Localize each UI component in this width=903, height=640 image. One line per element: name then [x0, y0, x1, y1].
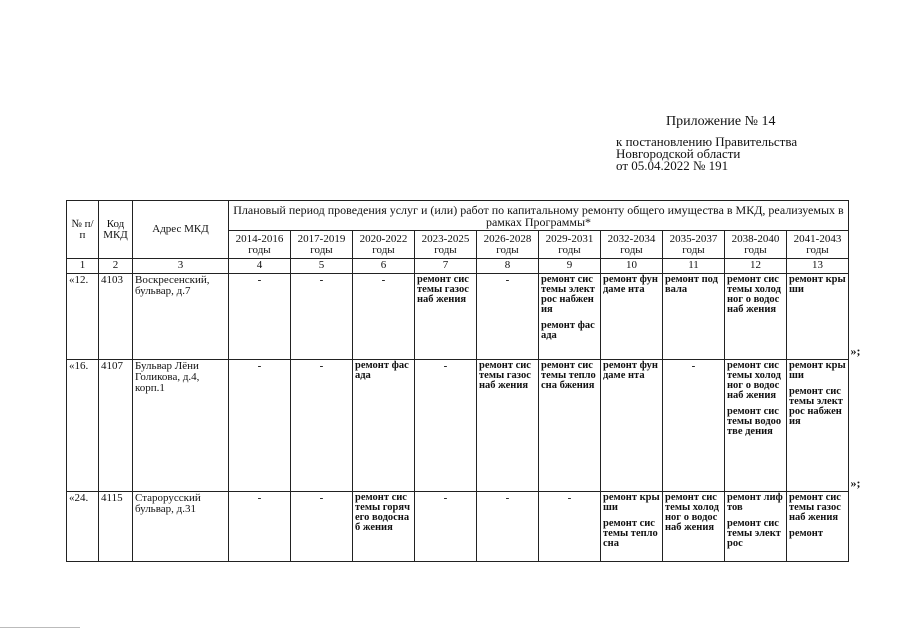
- work-cell: [415, 274, 477, 360]
- work-item: ремонт фундаме нта: [603, 360, 658, 381]
- work-cell: [539, 274, 601, 360]
- no-work-dash: -: [381, 274, 386, 286]
- work-cell: [787, 360, 849, 492]
- work-cell: [291, 274, 353, 360]
- column-number: 12: [725, 259, 787, 274]
- work-item: ремонт крыши: [603, 492, 660, 513]
- period-header: 2032-2034 годы: [601, 231, 663, 259]
- work-cell: [291, 360, 353, 492]
- work-item: ремонт крыши: [789, 274, 846, 295]
- work-cell: [415, 360, 477, 492]
- work-cell: [663, 492, 725, 562]
- row-number: «16.: [67, 360, 99, 492]
- table-row: [67, 360, 849, 492]
- work-item: ремонт крыши: [789, 360, 846, 381]
- no-work-dash: -: [443, 360, 448, 372]
- row-closing-quote: »;: [850, 343, 861, 358]
- column-number: 6: [353, 259, 415, 274]
- period-header: 2017-2019 годы: [291, 231, 353, 259]
- column-number: 2: [99, 259, 133, 274]
- work-cell: [601, 360, 663, 492]
- work-item: ремонт системы теплосна: [603, 518, 658, 549]
- work-cell: [725, 492, 787, 562]
- work-cell: [415, 492, 477, 562]
- header-address: Адрес МКД: [133, 201, 229, 259]
- column-number: 13: [787, 259, 849, 274]
- work-cell: [353, 492, 415, 562]
- repair-plan-table: [66, 200, 849, 562]
- header-plan-period: Плановый период проведения услуг и (или) работ по капитальному ремонту общего имущества в МКД, реализуемых в рамках Программы*: [229, 201, 849, 231]
- work-item: ремонт фасада: [355, 360, 409, 381]
- header-num: № п/п: [67, 201, 99, 259]
- column-number: 3: [133, 259, 229, 274]
- building-address: Бульвар Лёни Голикова, д.4, корп.1: [133, 360, 229, 492]
- work-cell: [787, 492, 849, 562]
- work-item: ремонт лифтов: [727, 492, 783, 513]
- work-item: ремонт системы электрос набжения: [541, 274, 595, 315]
- period-header: 2041-2043 годы: [787, 231, 849, 259]
- building-code: 4107: [99, 360, 133, 492]
- row-closing-quote: »;: [850, 475, 861, 490]
- work-cell: [353, 360, 415, 492]
- work-cell: [725, 274, 787, 360]
- building-address: Воскресенский, бульвар, д.7: [133, 274, 229, 360]
- work-cell: [229, 274, 291, 360]
- row-number: «12.: [67, 274, 99, 360]
- period-header: 2014-2016 годы: [229, 231, 291, 259]
- work-cell: [787, 274, 849, 360]
- column-number: 5: [291, 259, 353, 274]
- building-code: 4115: [99, 492, 133, 562]
- no-work-dash: -: [567, 492, 572, 504]
- resolution-line: к постановлению Правительства: [616, 134, 798, 149]
- work-cell: [725, 360, 787, 492]
- building-code: 4103: [99, 274, 133, 360]
- column-number: 9: [539, 259, 601, 274]
- date-line: от 05.04.2022 № 191: [616, 158, 729, 173]
- header-code: Код МКД: [99, 201, 133, 259]
- work-item: ремонт системы горячего водоснаб жения: [355, 492, 410, 533]
- no-work-dash: -: [443, 492, 448, 504]
- column-number: 7: [415, 259, 477, 274]
- no-work-dash: -: [505, 274, 510, 286]
- no-work-dash: -: [319, 274, 324, 286]
- work-cell: [601, 274, 663, 360]
- work-item: ремонт системы газоснаб жения: [789, 492, 841, 523]
- no-work-dash: -: [257, 360, 262, 372]
- work-cell: [539, 360, 601, 492]
- work-cell: [229, 492, 291, 562]
- work-item: ремонт фундаме нта: [603, 274, 658, 295]
- work-item: ремонт системы холодног о водоснаб жения: [665, 492, 719, 533]
- work-item: ремонт системы водоотве дения: [727, 406, 782, 437]
- column-number: 4: [229, 259, 291, 274]
- work-item: ремонт системы теплосна бжения: [541, 360, 596, 391]
- building-address: Старорусский бульвар, д.31: [133, 492, 229, 562]
- work-cell: [291, 492, 353, 562]
- work-cell: [601, 492, 663, 562]
- work-cell: [353, 274, 415, 360]
- work-item: ремонт системы электрос набжения: [789, 386, 843, 427]
- no-work-dash: -: [691, 360, 696, 372]
- period-header: 2029-2031 годы: [539, 231, 601, 259]
- appendix-title: Приложение № 14: [666, 114, 776, 129]
- work-item: ремонт системы газоснаб жения: [417, 274, 469, 305]
- column-number: 1: [67, 259, 99, 274]
- no-work-dash: -: [505, 492, 510, 504]
- column-number: 10: [601, 259, 663, 274]
- period-header: 2020-2022 годы: [353, 231, 415, 259]
- row-number: «24.: [67, 492, 99, 562]
- table-row: [67, 492, 849, 562]
- scan-artifact-line: [0, 627, 80, 628]
- work-item: ремонт системы газоснаб жения: [479, 360, 531, 391]
- region-line: Новгородской области: [616, 146, 741, 161]
- work-item: ремонт: [789, 528, 823, 539]
- work-item: ремонт системы холодног о водоснаб жения: [727, 274, 781, 315]
- work-item: ремонт системы холодног о водоснаб жения: [727, 360, 781, 401]
- no-work-dash: -: [319, 492, 324, 504]
- work-cell: [477, 274, 539, 360]
- table-row: [67, 274, 849, 360]
- work-cell: [477, 360, 539, 492]
- no-work-dash: -: [257, 492, 262, 504]
- work-cell: [539, 492, 601, 562]
- period-header: 2035-2037 годы: [663, 231, 725, 259]
- no-work-dash: -: [257, 274, 262, 286]
- work-cell: [477, 492, 539, 562]
- work-item: ремонт подвала: [665, 274, 718, 295]
- work-item: ремонт фасада: [541, 320, 595, 341]
- period-header: 2023-2025 годы: [415, 231, 477, 259]
- work-cell: [663, 274, 725, 360]
- column-number: 11: [663, 259, 725, 274]
- column-number: 8: [477, 259, 539, 274]
- work-item: ремонт системы электрос: [727, 518, 781, 549]
- period-header: 2038-2040 годы: [725, 231, 787, 259]
- work-cell: [229, 360, 291, 492]
- work-cell: [663, 360, 725, 492]
- no-work-dash: -: [319, 360, 324, 372]
- period-header: 2026-2028 годы: [477, 231, 539, 259]
